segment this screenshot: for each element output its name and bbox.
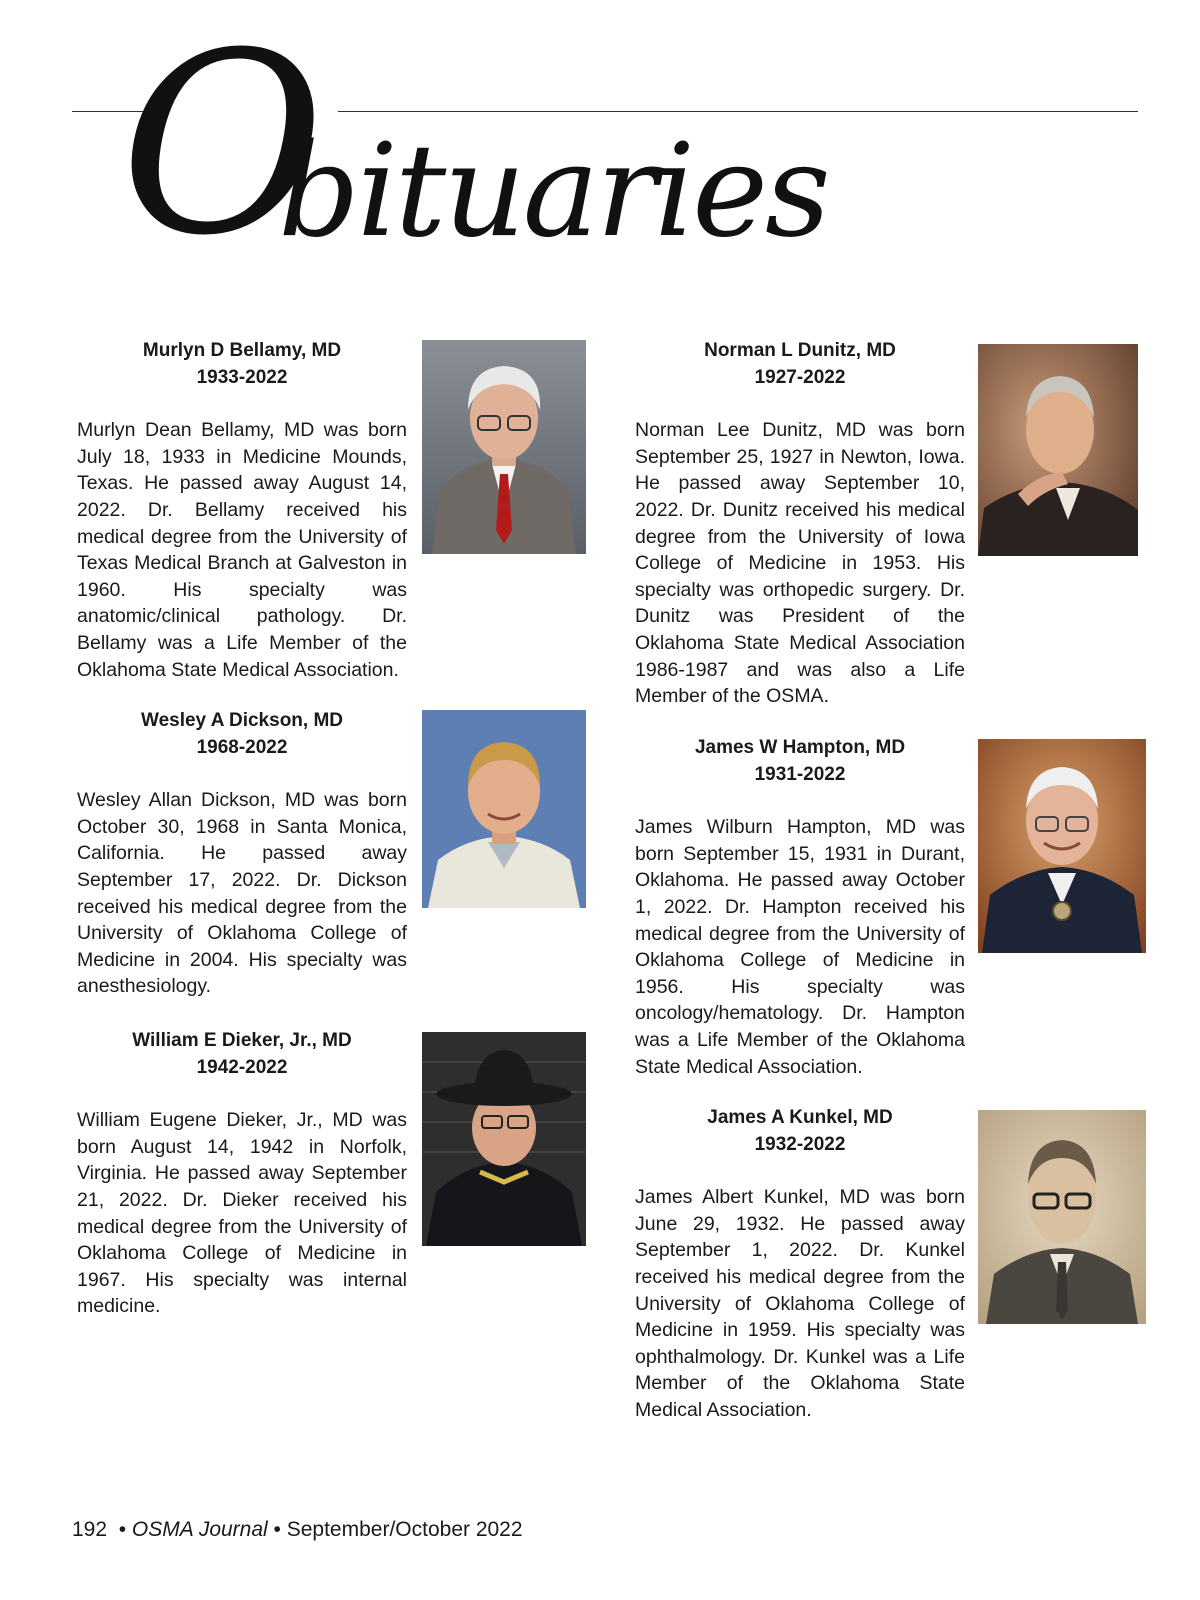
obituary-bio: Wesley Allan Dickson, MD was born October 30, 1968 in Santa Monica, California. He passed away September 17, 2022. Dr. Dickson received his medical degree from the University of Oklahoma College of Medicine in 2004. His specialty was anesthesiology. <box>77 789 407 998</box>
obituary-bio: William Eugene Dieker, Jr., MD was born August 14, 1942 in Norfolk, Virginia. He passed away September 21, 2022. Dr. Dieker received his medical degree from the University of Oklahoma College of Medicine in 1967. His specialty was internal medicine. <box>77 1109 407 1318</box>
masthead-title <box>120 0 828 290</box>
obituary-hampton <box>635 735 965 1080</box>
journal-name: OSMA Journal <box>131 1518 268 1541</box>
obituary-bio: James Wilburn Hampton, MD was born September 15, 1931 in Durant, Oklahoma. He passed away October 1, 2022. Dr. Hampton received his medical degree from the University of Oklahoma College of Medicine in 1956. His specialty was oncology/hematology. Dr. Hampton was a Life Member of the Oklahoma State Medical Association. <box>635 816 965 1078</box>
obituary-years: 1927-2022 <box>754 366 846 388</box>
obituary-dickson <box>77 708 407 1000</box>
obituary-name: James W Hampton, MD <box>694 737 906 758</box>
masthead-title-cap: O <box>120 0 321 290</box>
obituary-name: Norman L Dunitz, MD <box>704 340 896 361</box>
obituary-bellamy <box>77 338 407 683</box>
obituary-dieker <box>77 1028 407 1320</box>
footer-separator: • <box>112 1518 132 1541</box>
obituary-dunitz <box>635 338 965 710</box>
portrait-photo-dieker <box>422 1032 586 1246</box>
footer-separator: • <box>267 1518 287 1541</box>
portrait-photo-dickson <box>422 710 586 908</box>
obituary-bio: James Albert Kunkel, MD was born June 29, 1932. He passed away September 1, 2022. Dr. Kunkel received his medical degree from the University of Oklahoma College of Medicine in 1959. His specialty was ophthalmology. Dr. Kunkel was a Life Member of the Oklahoma State Medical Association. <box>635 1186 965 1421</box>
portrait-photo-dunitz <box>978 344 1138 556</box>
obituary-name: William E Dieker, Jr., MD <box>132 1030 352 1051</box>
masthead-title-rest: bituaries <box>278 117 828 266</box>
obituary-name: Murlyn D Bellamy, MD <box>142 340 342 361</box>
obituary-bio: Norman Lee Dunitz, MD was born September 25, 1927 in Newton, Iowa. He passed away September 10, 2022. Dr. Dunitz received his medical degree from the University of Iowa College of Medicine in 1953. His specialty was orthopedic surgery. Dr. Dunitz was President of the Oklahoma State Medical Association 1986-1987 and was also a Life Member of the OSMA. <box>635 419 965 708</box>
obituary-name: James A Kunkel, MD <box>707 1107 893 1128</box>
page-footer <box>72 1518 523 1542</box>
obituary-years: 1931-2022 <box>754 763 846 785</box>
portrait-photo-bellamy <box>422 340 586 554</box>
obituary-bio: Murlyn Dean Bellamy, MD was born July 18, 1933 in Medicine Mounds, Texas. He passed away August 14, 2022. Dr. Bellamy received his medical degree from the University of Texas Medical Branch at Galveston in 1960. His specialty was anatomic/clinical pathology. Dr. Bellamy was a Life Member of the Oklahoma State Medical Association. <box>77 419 407 681</box>
obituary-years: 1932-2022 <box>754 1133 846 1155</box>
obituary-kunkel <box>635 1105 965 1424</box>
obituary-years: 1933-2022 <box>196 366 288 388</box>
portrait-photo-hampton <box>978 739 1146 953</box>
obituary-name: Wesley A Dickson, MD <box>140 710 344 731</box>
obituary-years: 1942-2022 <box>196 1056 288 1078</box>
obituary-years: 1968-2022 <box>196 736 288 758</box>
portrait-photo-kunkel <box>978 1110 1146 1324</box>
page-number: 192 <box>72 1518 108 1541</box>
issue-date: September/October 2022 <box>286 1518 523 1541</box>
